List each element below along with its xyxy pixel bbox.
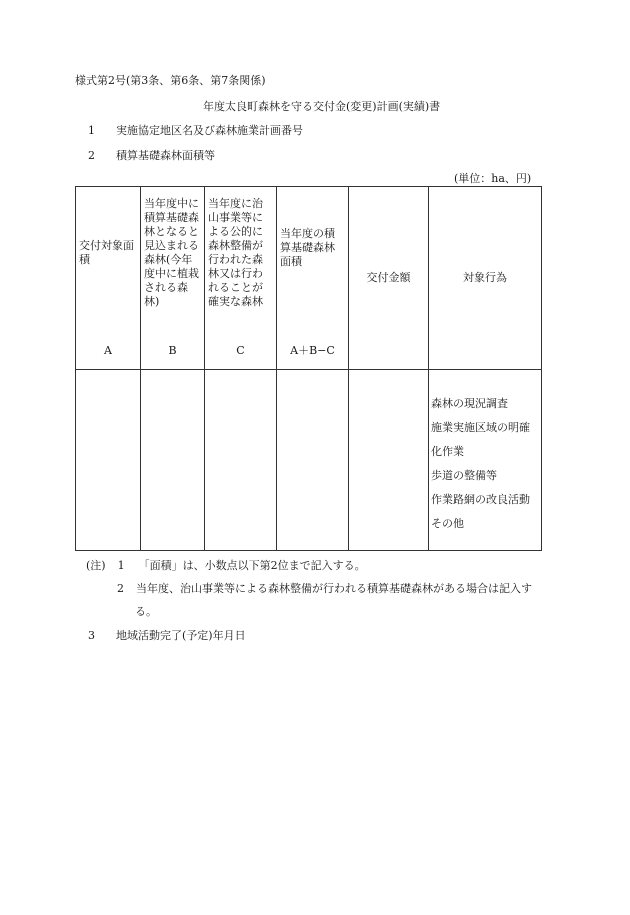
section-text: 積算基礎森林面積等 [116,149,215,162]
section-number: 3 [88,629,95,642]
activity-item: 歩道の整備等 [431,469,497,482]
note-1 [86,557,366,573]
header-activity-text: 対象行為 [463,271,507,284]
header-a-text: 交付対象面積 [79,239,134,266]
activity-item: 施業実施区域の明確 [431,421,530,434]
cell-c[interactable] [205,370,277,551]
note-text: 「面積」は、小数点以下第2位まで記入する。 [138,559,366,572]
section-text: 地域活動完了(予定)年月日 [116,629,246,642]
document-title: 年度太良町森林を守る交付金(変更)計画(実績)書 [203,100,441,113]
header-b-key: B [168,344,177,357]
cell-amount[interactable] [349,370,429,551]
note-number: 1 [117,559,125,572]
header-b [141,187,205,370]
activity-item: その他 [431,517,464,530]
cell-abc[interactable] [277,370,349,551]
cell-a[interactable] [76,370,141,551]
header-b-text: 当年度中に積算基礎森林となると見込まれる森林(今年度中に植栽される森林) [144,197,199,308]
header-activity [429,187,542,370]
header-c-text: 当年度に治山事業等による公的に森林整備が行われた森林又は行われることが確実な森林 [208,197,263,308]
header-abc-key: A＋B−C [290,344,335,357]
header-a [76,187,141,370]
cell-activities [429,370,542,551]
header-abc [277,187,349,370]
header-amount [349,187,429,370]
cell-b[interactable] [141,370,205,551]
note-2 [117,580,532,596]
section-number: 2 [88,149,95,162]
note-text: 当年度、治山事業等による森林整備が行われる積算基礎森林がある場合は記入す [136,582,532,595]
section-2 [88,147,215,163]
header-c [205,187,277,370]
unit-label: (単位：ha、円) [454,172,532,185]
section-1 [88,122,303,138]
area-table [75,186,542,551]
section-3 [88,627,246,643]
note-2-continued: る。 [135,605,157,618]
note-label: (注) [86,559,106,572]
note-number: 2 [117,582,124,595]
header-c-key: C [236,344,245,357]
form-number: 様式第2号(第3条、第6条、第7条関係) [75,74,266,87]
section-number: 1 [88,124,95,137]
activity-item: 化作業 [431,445,464,458]
header-amount-text: 交付金額 [366,271,411,284]
activity-item: 作業路網の改良活動 [431,493,530,506]
header-a-key: A [104,344,112,357]
activity-item: 森林の現況調査 [431,397,508,410]
section-text: 実施協定地区名及び森林施業計画番号 [116,124,303,137]
header-abc-text: 当年度の積算基礎森林面積 [280,227,335,268]
activity-list [429,370,541,536]
